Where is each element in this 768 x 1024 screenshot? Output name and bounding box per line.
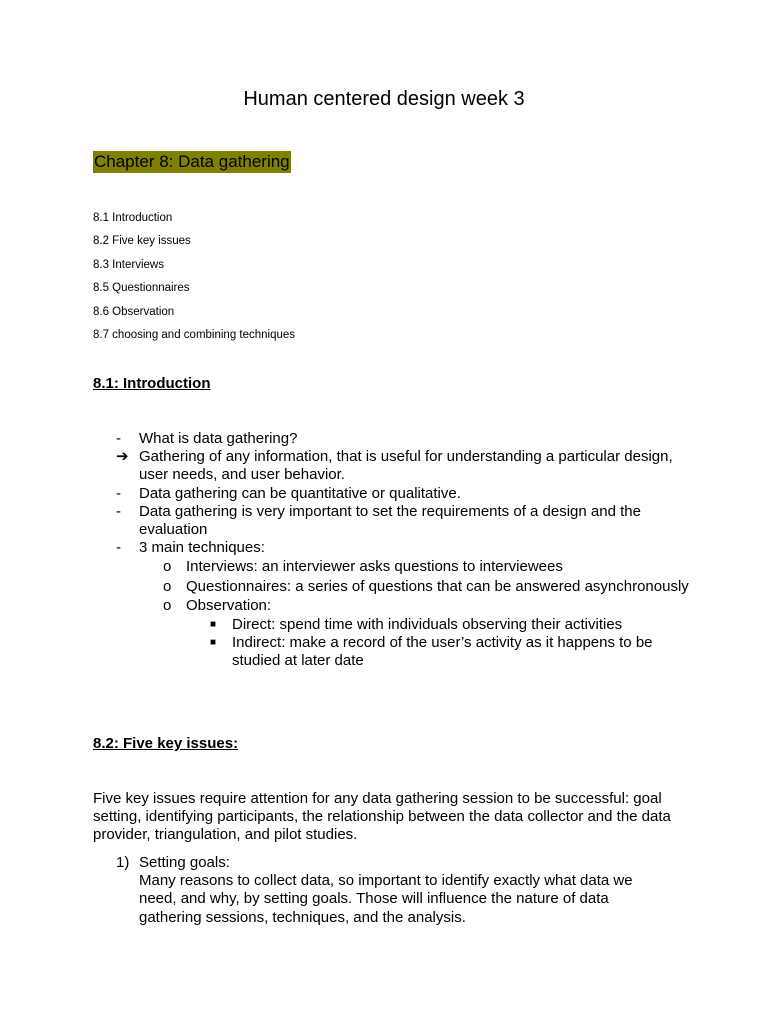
numbered-item-title: Setting goals: (139, 854, 230, 871)
sub-list-item (93, 597, 693, 615)
dash-bullet: - (116, 502, 121, 520)
item-number: 1) (116, 854, 130, 871)
circle-bullet: o (163, 577, 172, 595)
toc-item: 8.7 choosing and combining techniques (93, 329, 296, 342)
toc-item: 8.3 Interviews (93, 258, 164, 271)
toc-item: 8.6 Observation (93, 305, 175, 318)
section-heading-introduction: 8.1: Introduction (93, 375, 211, 392)
list-item-text: What is data gathering? (139, 430, 298, 447)
list-item (93, 539, 693, 557)
toc-item: 8.5 Questionnaires (93, 282, 190, 295)
circle-bullet: o (163, 596, 172, 614)
dash-bullet: - (116, 484, 121, 502)
list-item-text: Data gathering is very important to set the requirements of a design and the evaluation (139, 502, 641, 539)
list-item-text: Gathering of any information, that is useful for understanding a particular design, user needs, and user behavior. (139, 448, 673, 484)
list-item-text: Data gathering can be quantitative or qualitative. (139, 484, 461, 502)
chapter-heading: Chapter 8: Data gathering (94, 152, 290, 171)
numbered-list-item (93, 854, 673, 927)
list-item-text: 3 main techniques: (139, 539, 265, 557)
sub-list-item (93, 558, 693, 576)
square-bullet-icon: ■ (210, 619, 217, 631)
document-title: Human centered design week 3 (243, 88, 525, 110)
introduction-bullet-list (93, 430, 693, 671)
sub-list-item-text: Questionnaires: a series of questions that can be answered asynchronously (186, 577, 689, 595)
section-heading-five-key-issues: 8.2: Five key issues: (93, 735, 239, 752)
sub-list-item (93, 578, 693, 596)
sub-sub-list-item-text: Direct: spend time with individuals observing their activities (232, 616, 623, 634)
dash-bullet: - (116, 430, 121, 447)
sub-list-item-text: Interviews: an interviewer asks questions to interviewees (186, 558, 563, 576)
numbered-list (93, 854, 673, 927)
numbered-item-text: Many reasons to collect data, so important to identify exactly what data we need, and why, by setting goals. Those will influence the nature of data gathering sessions, techniques, and the analysis. (139, 872, 633, 926)
square-bullet-icon: ■ (210, 637, 217, 649)
table-of-contents (93, 207, 295, 347)
list-item (93, 485, 693, 503)
five-key-issues-paragraph: Five key issues require attention for any data gathering session to be successful: goal setting, identifying participants, the relationship between the data collector and the data provider, triangulation, and pilot studies. (93, 790, 671, 844)
list-item (93, 503, 693, 539)
sub-sub-list-item (93, 616, 693, 634)
sub-sub-list-item-text: Indirect: make a record of the user’s activity as it happens to be studied at later date (232, 634, 653, 670)
toc-item: 8.2 Five key issues (93, 235, 191, 248)
sub-list-item-text: Observation: (186, 596, 272, 614)
list-item (93, 448, 693, 484)
sub-sub-list-item (93, 634, 693, 670)
dash-bullet: - (116, 539, 121, 557)
circle-bullet: o (163, 558, 172, 576)
toc-item: 8.1 Introduction (93, 212, 173, 224)
arrow-bullet-icon: ➔ (116, 448, 129, 466)
list-item (93, 430, 693, 448)
